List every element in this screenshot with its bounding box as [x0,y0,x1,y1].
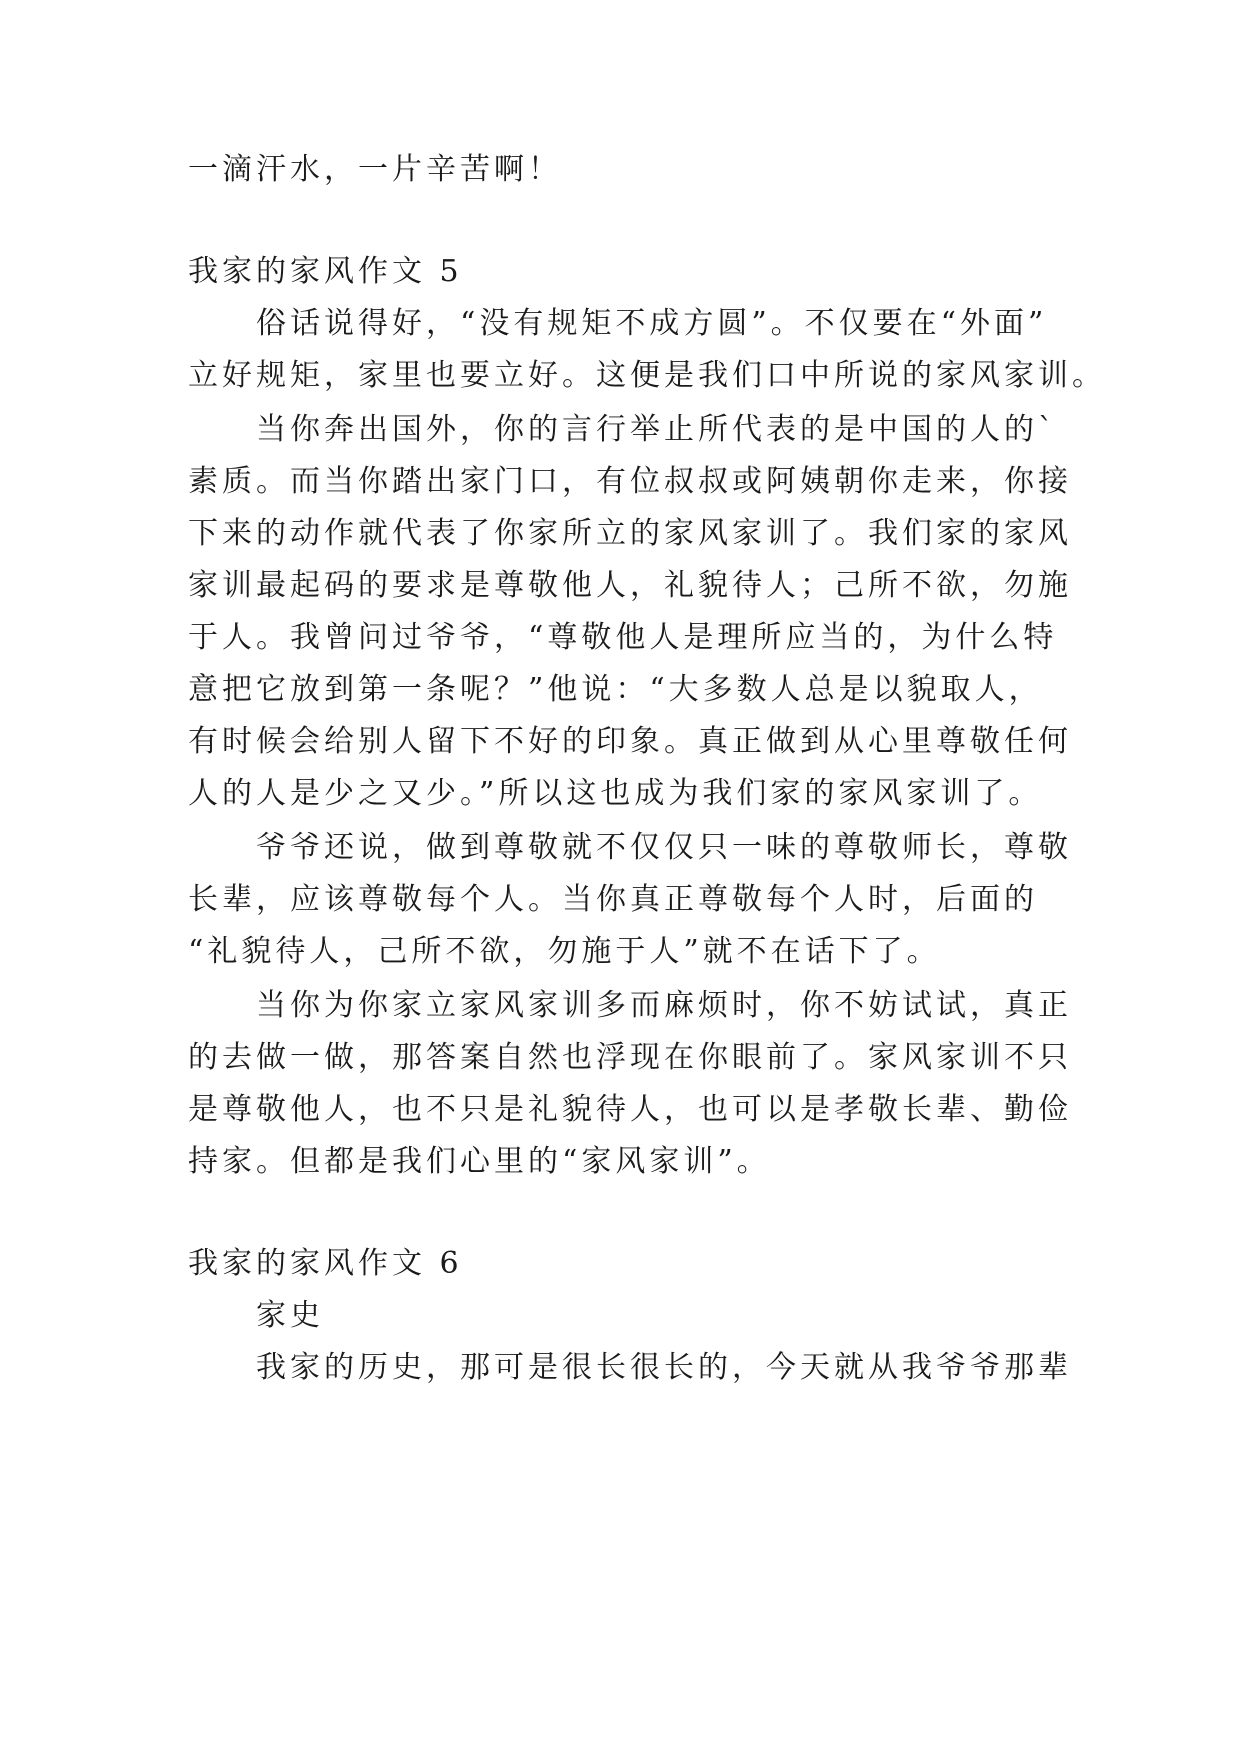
essay-title: 我家的家风作文 6 [188,1246,463,1281]
paragraph-line: 于人。我曾问过爷爷，“尊敬他人是理所应当的，为什么特 [188,620,1058,655]
paragraph-line: 人的人是少之又少。”所以这也成为我们家的家风家训了。 [188,776,1043,811]
paragraph-line: 有时候会给别人留下不好的印象。真正做到从心里尊敬任何 [188,724,1072,759]
essay-subtitle: 家史 [256,1298,324,1333]
paragraph-line: 长辈，应该尊敬每个人。当你真正尊敬每个人时，后面的 [188,882,1038,917]
paragraph-line: 当你为你家立家风家训多而麻烦时，你不妨试试，真正 [256,988,1072,1023]
paragraph-line: 爷爷还说，做到尊敬就不仅仅只一味的尊敬师长，尊敬 [256,830,1072,865]
paragraph-line: 家训最起码的要求是尊敬他人，礼貌待人；己所不欲，勿施 [188,568,1072,603]
paragraph-line: 我家的历史，那可是很长很长的，今天就从我爷爷那辈 [256,1350,1072,1385]
paragraph-line: 持家。但都是我们心里的“家风家训”。 [188,1144,771,1179]
paragraph-line: 是尊敬他人，也不只是礼貌待人，也可以是孝敬长辈、勤俭 [188,1092,1072,1127]
paragraph-line: 当你奔出国外，你的言行举止所代表的是中国的人的` [256,412,1057,447]
paragraph-line: 素质。而当你踏出家门口，有位叔叔或阿姨朝你走来，你接 [188,464,1072,499]
paragraph-line: 意把它放到第一条呢？”他说：“大多数人总是以貌取人， [188,672,1043,707]
paragraph-line: 一滴汗水，一片辛苦啊！ [188,152,562,187]
paragraph-line: 立好规矩，家里也要立好。这便是我们口中所说的家风家训。 [188,358,1106,393]
paragraph-line: 俗话说得好，“没有规矩不成方圆”。不仅要在“外面” [256,306,1048,341]
paragraph-line: 的去做一做，那答案自然也浮现在你眼前了。家风家训不只 [188,1040,1072,1075]
paragraph-line: 下来的动作就代表了你家所立的家风家训了。我们家的家风 [188,516,1072,551]
paragraph-line: “礼貌待人，己所不欲，勿施于人”就不在话下了。 [188,934,941,969]
essay-title: 我家的家风作文 5 [188,254,463,289]
